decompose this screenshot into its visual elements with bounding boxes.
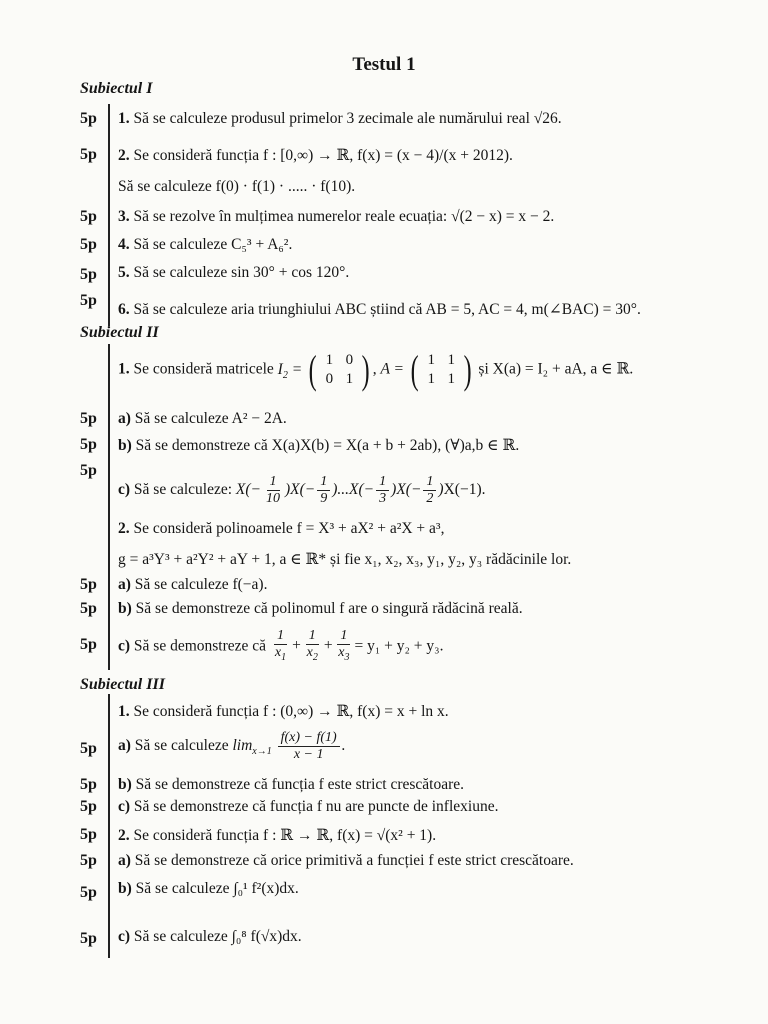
points-label: 5p xyxy=(80,410,97,427)
identity-matrix: ( 1 0 0 1 ) xyxy=(308,347,371,392)
problem-text: 1. Se consideră matricele $I_2$ = ( 1 0 0 1 ) , A = ( 1 1 1 1 ) și X(a) = I₂ + aA, a ∈ ℝ. xyxy=(118,347,634,392)
points-label: 5p xyxy=(80,930,97,947)
section-heading-1: Subiectul I xyxy=(80,80,153,97)
problem-text: 4. Să se calculeze C₅³ + A₆². xyxy=(118,236,293,253)
points-label: 5p xyxy=(80,292,97,309)
problem-text: a) Să se demonstreze că orice primitivă a funcției f este strict crescătoare. xyxy=(118,852,574,869)
problem-text: 3. Să se rezolve în mulțimea numerelor reale ecuația: √(2 − x) = x − 2. xyxy=(118,208,555,225)
problem-text: 2. Se consideră polinoamele f = X³ + aX² + a²X + a³, xyxy=(118,520,445,537)
problem-text: 6. Să se calculeze aria triunghiului ABC știind că AB = 5, AC = 4, m(∠BAC) = 30°. xyxy=(118,301,641,318)
problem-text: Să se calculeze f(0) · f(1) · ..... · f(10). xyxy=(118,178,356,195)
problem-text: b) Să se demonstreze că X(a)X(b) = X(a + b + 2ab), (∀)a,b ∈ ℝ. xyxy=(118,437,520,454)
points-label: 5p xyxy=(80,826,97,843)
problem-text: 2. Se consideră funcția f : [0,∞) → ℝ, f(x) = (x − 4)/(x + 2012). xyxy=(118,147,513,164)
problem-text: b) Să se demonstreze că polinomul f are o singură rădăcină reală. xyxy=(118,600,523,617)
points-label: 5p xyxy=(80,436,97,453)
points-label: 5p xyxy=(80,600,97,617)
points-label: 5p xyxy=(80,110,97,127)
matrix-a: ( 1 1 1 1 ) xyxy=(410,347,472,392)
points-label: 5p xyxy=(80,146,97,163)
points-label: 5p xyxy=(80,636,97,653)
section-heading-3: Subiectul III xyxy=(80,676,165,693)
problem-text: a) Să se calculeze A² − 2A. xyxy=(118,410,287,427)
points-label: 5p xyxy=(80,576,97,593)
problem-text: 1. Se consideră funcția f : (0,∞) → ℝ, f(x) = x + ln x. xyxy=(118,703,449,720)
problem-text: c) Să se demonstreze că $\frac{1}{x_1}$ + $\frac{1}{x_2}$ + $\frac{1}{x_3}$ = y₁ + y₂ + y₃. xyxy=(118,628,444,663)
problem-text: a) Să se calculeze f(−a). xyxy=(118,576,268,593)
problem-text: c) Să se calculeze ∫₀⁸ f(√x)dx. xyxy=(118,928,302,945)
divider-line xyxy=(108,344,110,670)
problem-text: a) Să se calculeze $\lim_{x\to 1}$ $\frac{f(x) - f(1)}{x - 1}$ . xyxy=(118,730,346,762)
points-label: 5p xyxy=(80,852,97,869)
problem-text: 2. Se consideră funcția f : ℝ → ℝ, f(x) = √(x² + 1). xyxy=(118,827,437,844)
page-title: Testul 1 xyxy=(352,54,416,75)
problem-text: 1. Să se calculeze produsul primelor 3 zecimale ale numărului real √26. xyxy=(118,110,562,127)
points-label: 5p xyxy=(80,740,97,757)
points-label: 5p xyxy=(80,208,97,225)
points-label: 5p xyxy=(80,462,97,479)
problem-text: g = a³Y³ + a²Y² + aY + 1, a ∈ ℝ* și fie x₁, x₂, x₃, y₁, y₂, y₃ rădăcinile lor. xyxy=(118,551,572,568)
problem-text: c) Să se calculeze: X(− $\frac{1}{10}$ )X(− $\frac{1}{9}$ )...X(− $\frac{1}{3}$ )X(− $\frac{1}{2}$ )X(−1). xyxy=(118,474,486,506)
problem-text: b) Să se demonstreze că funcția f este strict crescătoare. xyxy=(118,776,465,793)
points-label: 5p xyxy=(80,798,97,815)
problem-text: 5. Să se calculeze sin 30° + cos 120°. xyxy=(118,264,350,281)
divider-line xyxy=(108,694,110,958)
section-heading-2: Subiectul II xyxy=(80,324,159,341)
points-label: 5p xyxy=(80,236,97,253)
points-label: 5p xyxy=(80,776,97,793)
problem-text: b) Să se calculeze ∫₀¹ f²(x)dx. xyxy=(118,880,299,897)
points-label: 5p xyxy=(80,266,97,283)
divider-line xyxy=(108,104,110,326)
problem-text: c) Să se demonstreze că funcția f nu are puncte de inflexiune. xyxy=(118,798,499,815)
points-label: 5p xyxy=(80,884,97,901)
